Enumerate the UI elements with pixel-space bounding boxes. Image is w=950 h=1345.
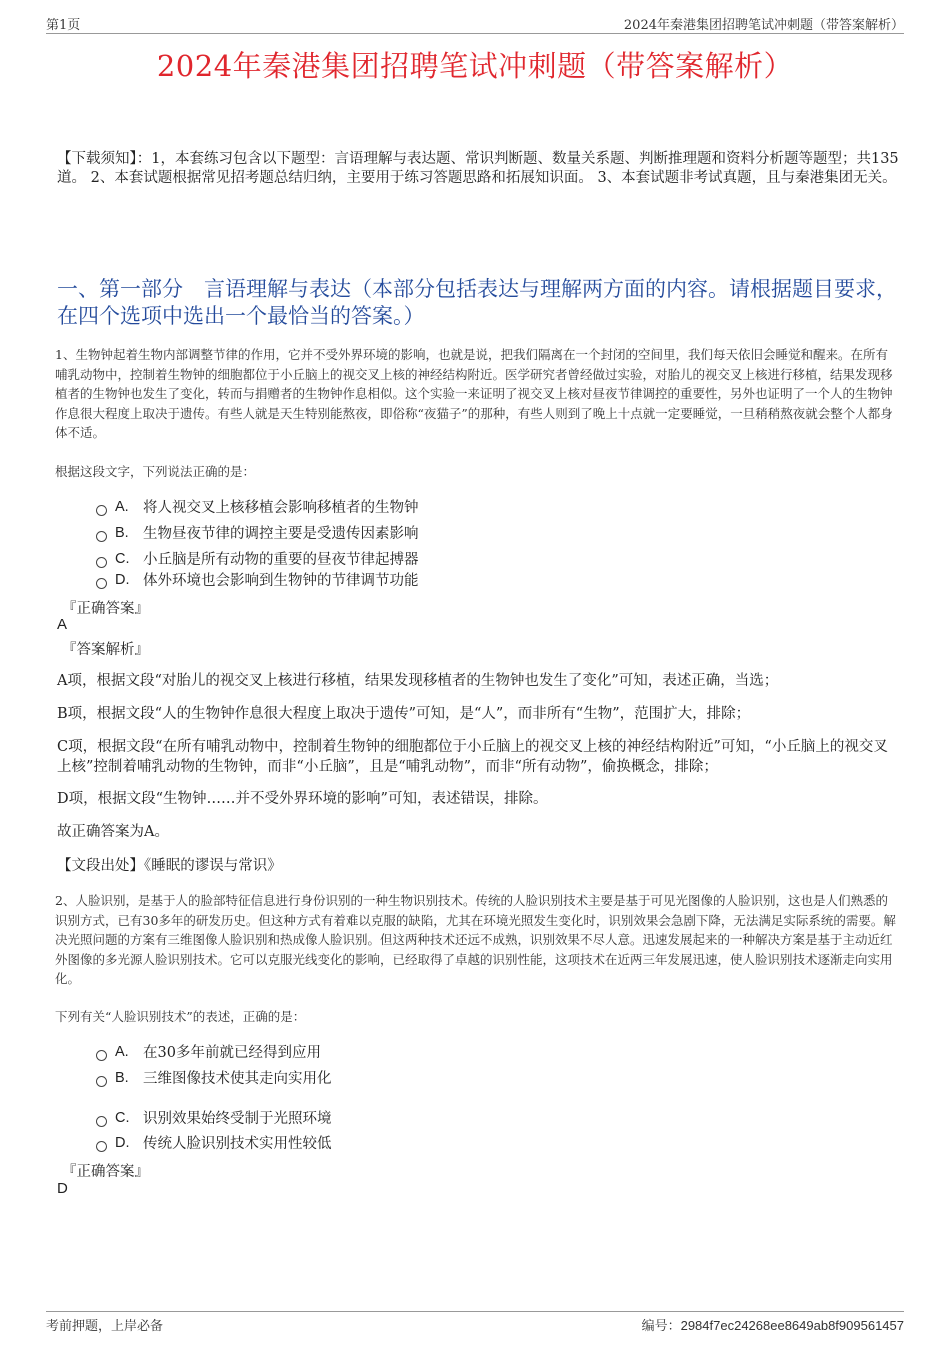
q1-option-b[interactable] [96, 522, 419, 543]
option-letter: B. [115, 1069, 129, 1086]
q2-answer: D [57, 1180, 68, 1197]
q1-analysis-label: 『答案解析』 [62, 642, 149, 658]
radio-icon[interactable] [96, 1116, 107, 1127]
option-letter: C. [115, 1109, 130, 1126]
page-title: 2024年秦港集团招聘笔试冲刺题（带答案解析） [156, 49, 794, 83]
option-text: 将人视交叉上核移植会影响移植者的生物钟 [143, 500, 419, 516]
footer-divider [46, 1311, 904, 1312]
q2-option-b[interactable] [96, 1067, 332, 1088]
option-text: 生物昼夜节律的调控主要是受遗传因素影响 [143, 526, 419, 542]
q2-option-a[interactable] [96, 1041, 321, 1062]
option-text: 体外环境也会影响到生物钟的节律调节功能 [143, 573, 419, 589]
q2-option-d[interactable] [96, 1132, 332, 1153]
option-text: 在30多年前就已经得到应用 [143, 1045, 321, 1061]
q1-option-d[interactable] [96, 569, 419, 590]
document-code [642, 1315, 904, 1334]
radio-icon[interactable] [96, 1076, 107, 1087]
option-letter: C. [115, 550, 130, 567]
q1-analysis-d: D项，根据文段“生物钟……并不受外界环境的影响”可知，表述错误，排除。 [57, 791, 548, 807]
q1-option-c[interactable] [96, 548, 419, 569]
q1-option-a[interactable] [96, 496, 419, 517]
radio-icon[interactable] [96, 557, 107, 568]
q1-answer: A [57, 616, 68, 633]
radio-icon[interactable] [96, 1050, 107, 1061]
section-title: 一、第一部分 言语理解与表达（本部分包括表达与理解两方面的内容。请根据题目要求，在四个选项中选出一个最恰当的答案。） [57, 277, 897, 328]
option-text: 小丘脑是所有动物的重要的昼夜节律起搏器 [143, 552, 419, 568]
q1-analysis-b: B项，根据文段“人的生物钟作息很大程度上取决于遗传”可知，是“人”，而非所有“生物”，范围扩大，排除； [57, 706, 751, 722]
option-letter: D. [115, 571, 130, 588]
q1-analysis-c: C项，根据文段“在所有哺乳动物中，控制着生物钟的细胞都位于小丘脑上的视交叉上核的神经结构附近”可知，“小丘脑上的视交叉上核”控制着哺乳动物的生物钟，而非“小丘脑”，且是“哺乳动物”，而非“所有动物”，偷换概念，排除； [57, 739, 888, 775]
q2-answer-label: 『正确答案』 [62, 1164, 149, 1180]
q1-question: 根据这段文字，下列说法正确的是： [55, 464, 256, 479]
code-value: 2984f7ec24268ee8649ab8f909561457 [680, 1318, 904, 1333]
q1-conclusion: 故正确答案为A。 [57, 824, 169, 840]
header-divider [46, 33, 904, 34]
radio-icon[interactable] [96, 531, 107, 542]
q1-analysis-a: A项，根据文段“对胎儿的视交叉上核进行移植，结果发现移植者的生物钟也发生了变化”可知，表述正确，当选； [57, 673, 779, 689]
q2-question: 下列有关“人脸识别技术”的表述，正确的是： [55, 1009, 306, 1024]
header-doc-title: 2024年秦港集团招聘笔试冲刺题（带答案解析） [623, 18, 904, 33]
q1-passage: 1、生物钟起着生物内部调整节律的作用，它并不受外界环境的影响，也就是说，把我们隔离在一个封闭的空间里，我们每天依旧会睡觉和醒来。在所有哺乳动物中，控制着生物钟的细胞都位于小丘脑上的视交叉上核的神经结构附近。医学研究者曾经做过实验，对胎儿的视交叉上核进行移植，结果发现移植者的生物钟也发生了变化，转而与捐赠者的生物钟作息相似。这个实验一来证明了视交叉上核对昼夜节律调控的重要性，另外也证明了一个人的生物钟作息很大程度上取决于遗传。有些人就是天生特别能熬夜，即俗称“夜猫子”的那种，有些人则到了晚上十点就一定要睡觉，一旦稍稍熬夜就会整个人都身体不适。 [55, 347, 893, 440]
q2-option-c[interactable] [96, 1107, 332, 1128]
option-text: 三维图像技术使其走向实用化 [143, 1071, 332, 1087]
option-letter: A. [115, 498, 129, 515]
page-number: 第1页 [46, 18, 81, 33]
q1-answer-label: 『正确答案』 [62, 601, 149, 617]
radio-icon[interactable] [96, 505, 107, 516]
option-text: 识别效果始终受制于光照环境 [143, 1111, 332, 1127]
download-notice: 【下载须知】：1，本套练习包含以下题型：言语理解与表达题、常识判断题、数量关系题、判断推理题和资料分析题等题型；共135道。 2、本套试题根据常见招考题总结归纳，主要用于练习答题思路和拓展知识面。 3、本套试题非考试真题，且与秦港集团无关。 [57, 151, 899, 186]
radio-icon[interactable] [96, 1141, 107, 1152]
option-letter: B. [115, 524, 129, 541]
radio-icon[interactable] [96, 578, 107, 589]
option-letter: D. [115, 1134, 130, 1151]
q1-source: 【文段出处】《睡眠的谬误与常识》 [57, 858, 282, 874]
option-letter: A. [115, 1043, 129, 1060]
footer-slogan: 考前押题，上岸必备 [46, 1319, 164, 1334]
code-label: 编号： [641, 1319, 681, 1334]
option-text: 传统人脸识别技术实用性较低 [143, 1136, 332, 1152]
q2-passage: 2、人脸识别，是基于人的脸部特征信息进行身份识别的一种生物识别技术。传统的人脸识别技术主要是基于可见光图像的人脸识别，这也是人们熟悉的识别方式，已有30多年的研发历史。但这种方式有着难以克服的缺陷，尤其在环境光照发生变化时，识别效果会急剧下降，无法满足实际系统的需要。解决光照问题的方案有三维图像人脸识别和热成像人脸识别。但这两种技术还远不成熟，识别效果不尽人意。迅速发展起来的一种解决方案是基于主动近红外图像的多光源人脸识别技术。它可以克服光线变化的影响，已经取得了卓越的识别性能，这项技术在近两三年发展迅速，使人脸识别技术逐渐走向实用化。 [55, 893, 896, 986]
